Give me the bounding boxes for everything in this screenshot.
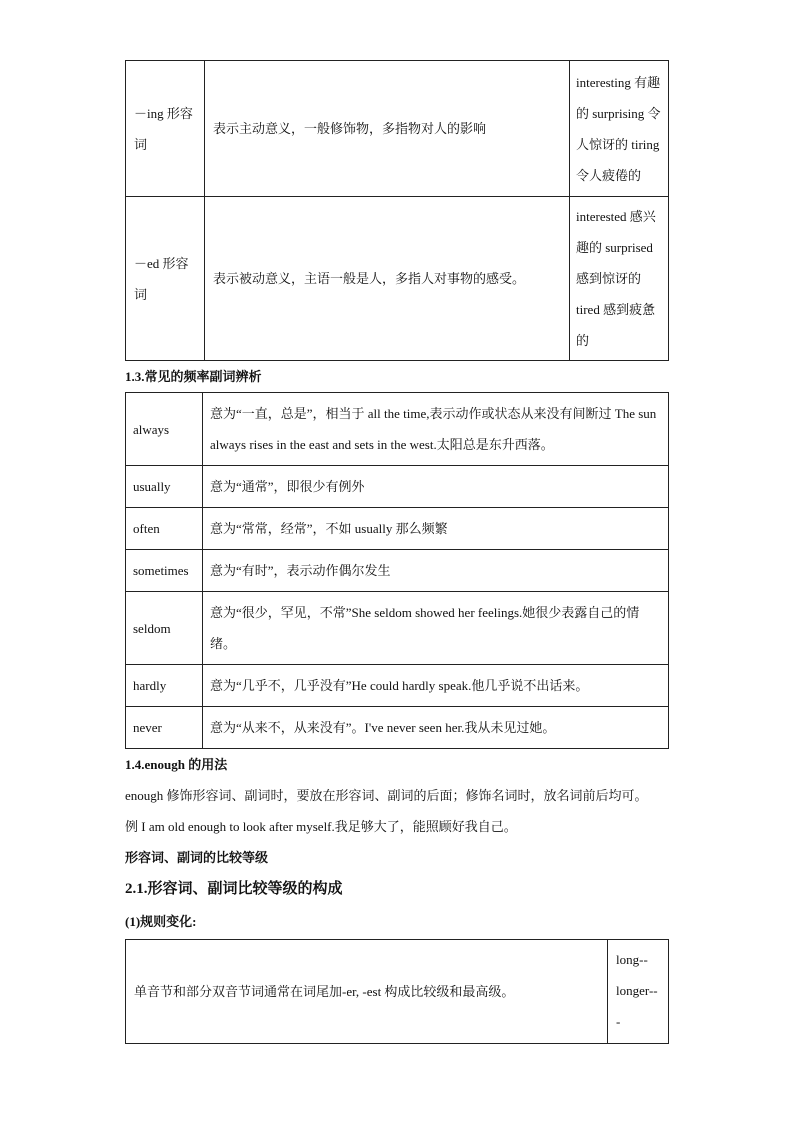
rule-cell: 单音节和部分双音节词通常在词尾加-er, -est 构成比较级和最高级。: [126, 940, 608, 1044]
table-row: [126, 592, 669, 665]
section-heading-1-4: 1.4.enough 的用法: [125, 757, 228, 772]
adj-type-cell: －ing 形容词: [126, 61, 205, 197]
regular-change-table: [125, 939, 669, 1044]
adverb-cell: often: [126, 508, 203, 550]
adverb-cell: never: [126, 707, 203, 749]
adverb-desc-cell: 意为“一直，总是”，相当于 all the time,表示动作或状态从来没有间断过 The sun always rises in the east and sets in the west.太阳总是东升西落。: [203, 393, 669, 466]
adj-type-cell: －ed 形容词: [126, 197, 205, 361]
table-row: [126, 508, 669, 550]
heading-comparison: 形容词、副词的比较等级: [125, 850, 269, 865]
adverb-desc-cell: 意为“几乎不，几乎没有”He could hardly speak.他几乎说不出话来。: [203, 665, 669, 707]
table-row: [126, 665, 669, 707]
adj-meaning-cell: 表示被动意义，主语一般是人，多指人对事物的感受。: [205, 197, 570, 361]
adverb-desc-cell: 意为“从来不，从来没有”。I've never seen her.我从未见过她。: [203, 707, 669, 749]
table-row: [126, 940, 669, 1044]
table-row: [126, 393, 669, 466]
example-cell: long-- longer-- -: [608, 940, 669, 1044]
section-heading-2-1: 2.1.形容词、副词比较等级的构成: [125, 881, 343, 897]
frequency-adverb-table: [125, 392, 669, 749]
adj-meaning-cell: 表示主动意义，一般修饰物，多指物对人的影响: [205, 61, 570, 197]
adverb-desc-cell: 意为“常常，经常”，不如 usually 那么频繁: [203, 508, 669, 550]
adjective-table: [125, 60, 669, 361]
adverb-cell: hardly: [126, 665, 203, 707]
adverb-cell: seldom: [126, 592, 203, 665]
section-heading-1-3: 1.3.常见的频率副词辨析: [125, 369, 262, 384]
adj-examples-cell: interested 感兴趣的 surprised 感到惊讶的 tired 感到疲惫的: [570, 197, 669, 361]
adverb-cell: usually: [126, 466, 203, 508]
enough-paragraph: enough 修饰形容词、副词时，要放在形容词、副词的后面；修饰名词时，放名词前后均可。: [125, 788, 648, 803]
document-page: [125, 60, 669, 1044]
subheading-regular: (1)规则变化:: [125, 914, 197, 929]
table-row: [126, 707, 669, 749]
adverb-cell: sometimes: [126, 550, 203, 592]
adverb-desc-cell: 意为“有时”，表示动作偶尔发生: [203, 550, 669, 592]
adverb-desc-cell: 意为“通常”，即很少有例外: [203, 466, 669, 508]
adj-examples-cell: interesting 有趣的 surprising 令人惊讶的 tiring 令人疲倦的: [570, 61, 669, 197]
table-row: [126, 61, 669, 197]
enough-example: 例 I am old enough to look after myself.我足够大了，能照顾好我自己。: [125, 819, 517, 834]
table-row: [126, 550, 669, 592]
table-row: [126, 197, 669, 361]
adverb-desc-cell: 意为“很少，罕见，不常”She seldom showed her feelings.她很少表露自己的情绪。: [203, 592, 669, 665]
adverb-cell: always: [126, 393, 203, 466]
table-row: [126, 466, 669, 508]
